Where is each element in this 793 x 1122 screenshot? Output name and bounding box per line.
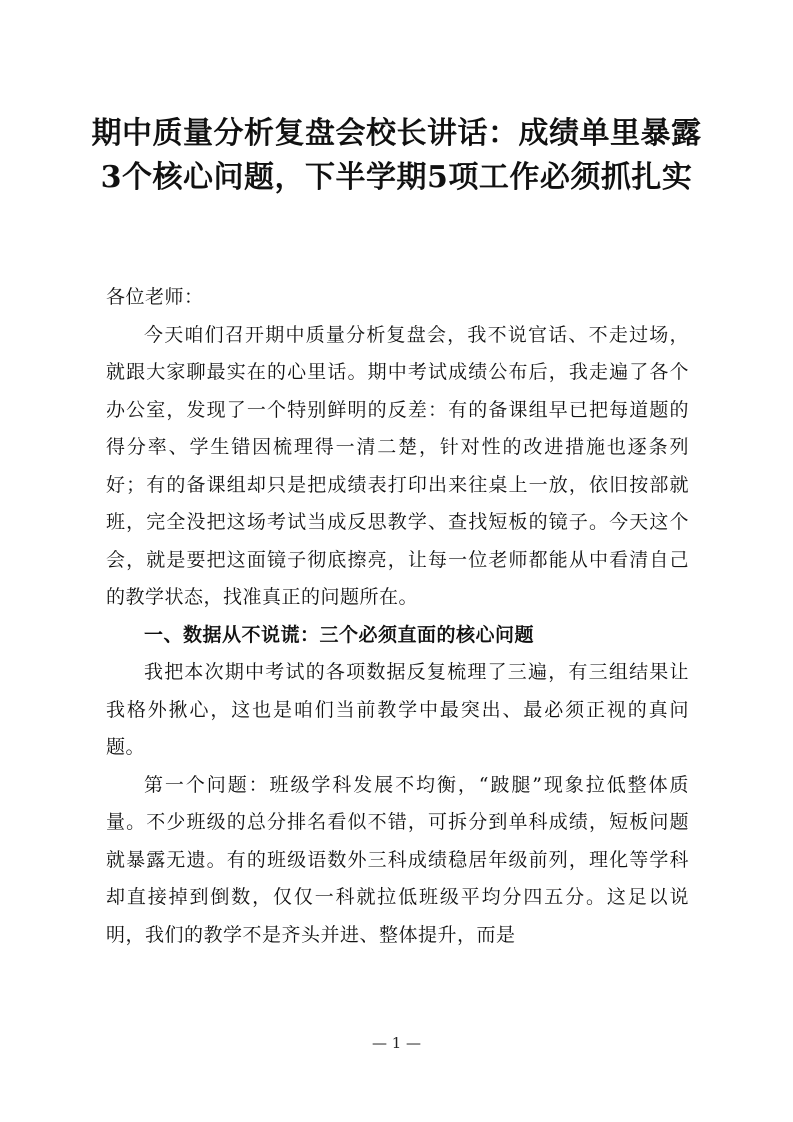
salutation: 各位老师： bbox=[106, 286, 204, 308]
section-intro-paragraph: 我把本次期中考试的各项数据反复梳理了三遍，有三组结果让我格外揪心，这也是咱们当前教学中最突出、最必须正视的真问题。 bbox=[106, 661, 689, 758]
section-heading: 一、数据从不说谎：三个必须直面的核心问题 bbox=[144, 623, 535, 646]
intro-paragraph: 今天咱们召开期中质量分析复盘会，我不说官话、不走过场，就跟大家聊最实在的心里话。期中考试成绩公布后，我走遍了各个办公室，发现了一个特别鲜明的反差：有的备课组早已把每道题的得分率、学生错因梳理得一清二楚，针对性的改进措施也逐条列好；有的备课组却只是把成绩表打印出来往桌上一放，依旧按部就班，完全没把这场考试当成反思教学、查找短板的镜子。今天这个会，就是要把这面镜子彻底擦亮，让每一位老师都能从中看清自己的教学状态，找准真正的问题所在。 bbox=[106, 323, 689, 608]
page-number: — 1 — bbox=[371, 1034, 422, 1052]
document-body bbox=[106, 279, 689, 954]
problem-one-paragraph: 第一个问题：班级学科发展不均衡，“跛腿”现象拉低整体质量。不少班级的总分排名看似不错，可拆分到单科成绩，短板问题就暴露无遗。有的班级语数外三科成绩稳居年级前列，理化等学科却直接掉到倒数，仅仅一科就拉低班级平均分四五分。这足以说明，我们的教学不是齐头并进、整体提升，而是 bbox=[106, 773, 689, 946]
document-title: 期中质量分析复盘会校长讲话：成绩单里暴露3个核心问题，下半学期5项工作必须抓扎实 bbox=[91, 116, 702, 195]
